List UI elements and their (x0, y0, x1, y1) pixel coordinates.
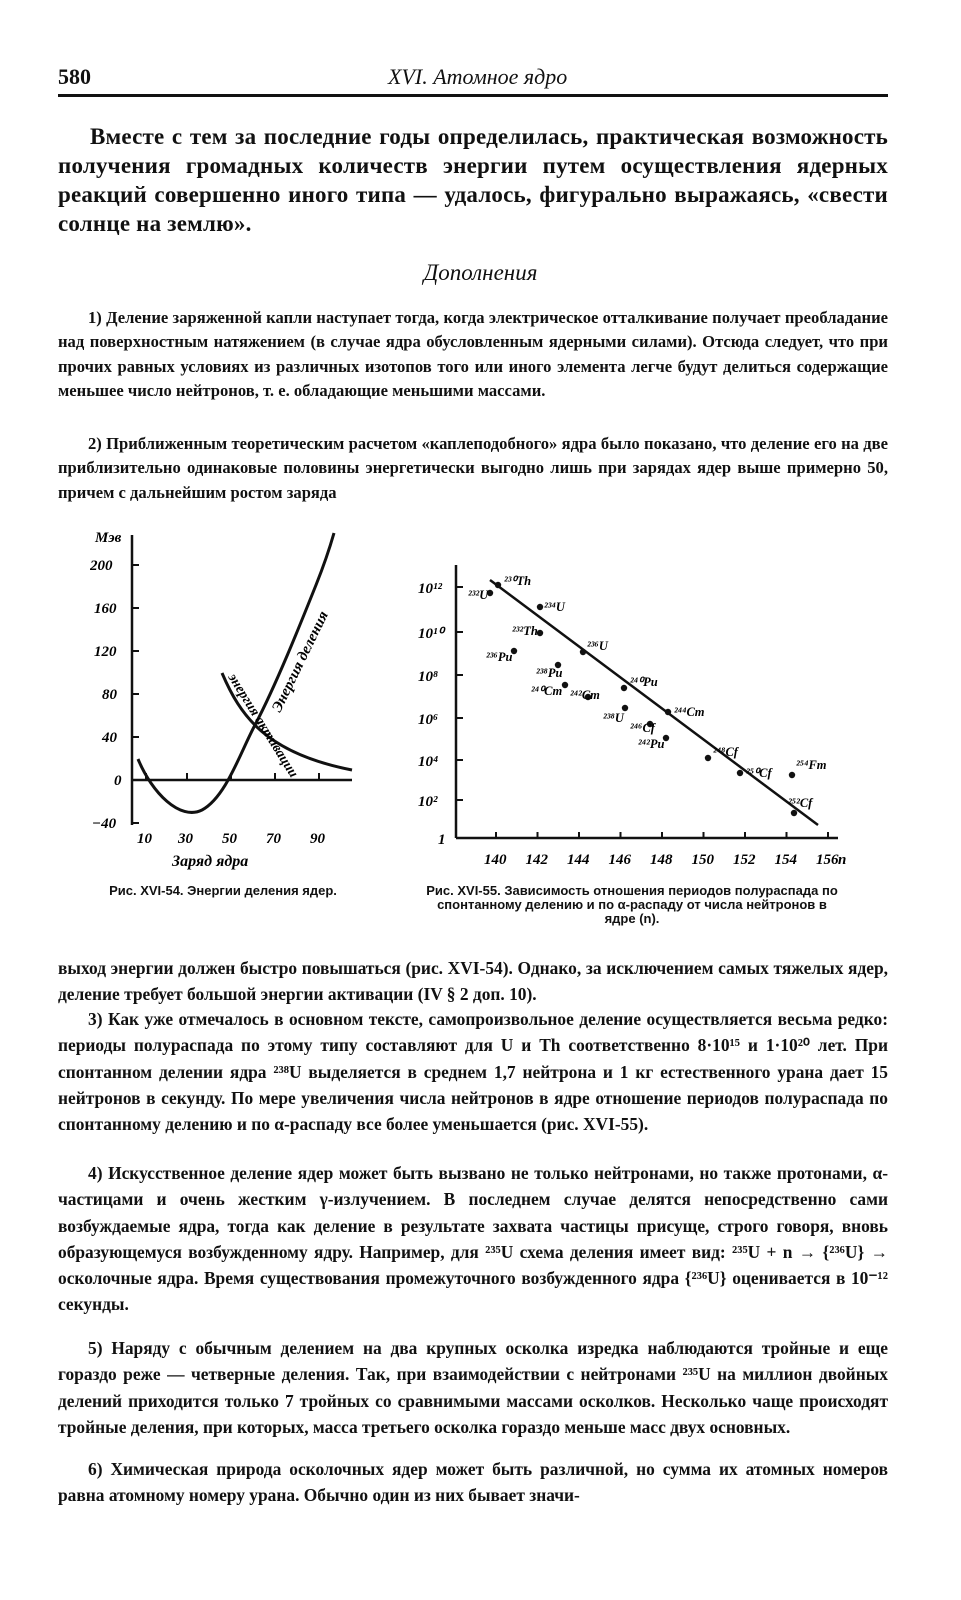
fig55-x-tick-label: 148 (650, 852, 673, 868)
fig55-data-point (495, 582, 501, 588)
fig55-y-tick-label: 10⁶ (418, 712, 439, 728)
paragraph-1: 1) Деление заряженной капли наступает тогда, когда электрическое отталкивание получает преобладание над поверхностным натяжением (в случае ядра обусловленным ядерными силами). Отсюда следует, что при прочих равных условиях из различных изотопов того или иного элемента легче будут делиться содержащие меньшее число нейтронов, т. е. обладающие меньшими массами. (58, 308, 888, 401)
fig55-y-tick-label: 10² (418, 794, 438, 810)
fig55-point-label: ²⁴⁶Cf (630, 721, 655, 735)
fig55-data-point (737, 770, 743, 776)
fig55-x-tick-label: 146 (608, 852, 631, 868)
fig54-x-tick-label: 30 (178, 831, 193, 847)
fig54-fission-curve-label: Энергия деления (269, 608, 332, 715)
fig55-trend-line (490, 580, 818, 825)
fig55-point-label: ²⁴⁴Cm (674, 705, 705, 719)
fig55-y-tick-label: 10¹⁰ (418, 626, 444, 642)
paragraph-3: 3) Как уже отмечалось в основном тексте, самопроизвольное деление осуществляется весьма редко: периоды полураспада по этому типу составляют для U и Th соответственно 8·10¹⁵ и 1·10²⁰ лет. При спонтанном делении ядра ²³⁸U выделяется в среднем 1,7 нейтрона и 1 кг естественного урана дает 15 нейтронов в секунду. По мере увеличения числа нейтронов в ядре отношение периодов полураспада по спонтанному делению и по α-распаду все более уменьшается (рис. XVI-55). (58, 1009, 888, 1135)
fig55-point-label: ²⁵⁴Fm (796, 758, 827, 772)
fig54-y-tick-label: 160 (94, 601, 117, 617)
paragraph-6: 6) Химическая природа осколочных ядер может быть различной, но сумма их атомных номеров равна атомному номеру урана. Обычно один из них бывает значи- (58, 1459, 888, 1506)
fig54-y-tick-label: 200 (90, 558, 113, 574)
fig55-point-label: ²⁵⁰Cf (746, 766, 772, 780)
figure-54-chart (90, 525, 380, 880)
fig55-y-tick-labels (418, 581, 446, 848)
section-title: Дополнения (423, 260, 538, 285)
fig55-data-point (705, 755, 711, 761)
paragraph-4: 4) Искусственное деление ядер может быть вызвано не только нейтронами, но также протонами, α-частицами и очень жестким γ-излучением. В последнем случае делятся непосредственно сами возбуждаемые ядра, тогда как деление в результате захвата частицы присуще, строго говоря, вновь образующемуся возбужденному ядру. Например, для ²³⁵U схема деления имеет вид: ²³⁵U + n → {²³⁶U} → осколочные ядра. Время существования промежуточного возбужденного ядра {²³⁶U} оценивается в 10⁻¹² секунды. (58, 1163, 888, 1315)
fig54-y-tick-label: 40 (102, 730, 117, 746)
running-title: XVI. Атомное ядро (388, 64, 568, 89)
fig55-x-tick-label: 154 (774, 852, 797, 868)
fig54-y-tick-label: −40 (92, 816, 117, 832)
fig54-x-tick-label: 90 (310, 831, 325, 847)
fig54-x-tick-label: 50 (222, 831, 237, 847)
fig55-x-tick-label: 150 (691, 852, 714, 868)
fig55-point-label: ²⁴²Cm (570, 688, 600, 702)
fig54-y-tick-label: 120 (94, 644, 117, 660)
fig55-x-axis-label: n (838, 852, 847, 868)
figure-55-caption: Рис. XVI-55. Зависимость отношения периодов полураспада по спонтанному делению и по α-распаду от числа нейтронов в ядре (n). (426, 883, 838, 926)
fig54-x-tick-label: 70 (266, 831, 281, 847)
header-rule (58, 94, 888, 97)
fig55-point-label: ²⁵²Cf (788, 796, 813, 810)
fig55-data-point (537, 604, 543, 610)
fig55-x-tick-label: 140 (484, 852, 507, 868)
fig55-point-label: ²³⁴U (544, 600, 565, 614)
fig54-y-unit: Мэв (95, 530, 122, 546)
fig55-x-tick-label: 152 (733, 852, 756, 868)
fig54-x-axis-label: Заряд ядра (172, 853, 249, 870)
fig55-y-tick-label: 10¹² (418, 581, 442, 597)
fig55-point-label: ²⁴²Pu (638, 737, 665, 751)
page-header (58, 60, 888, 100)
fig55-y-tick-label: 1 (438, 832, 446, 848)
fig55-point-label: ²³²U (468, 588, 489, 602)
fig55-y-tick-label: 10⁴ (418, 754, 439, 770)
fig55-point-label: ²³⁶U (587, 639, 608, 653)
fig55-data-point (580, 649, 586, 655)
fig55-y-tick-label: 10⁸ (418, 669, 439, 685)
paragraph-5: 5) Наряду с обычным делением на два крупных осколка изредка наблюдаются тройные и еще гораздо реже — четверные деления. Так, при взаимодействии с нейтронами ²³⁵U на миллион двойных делений приходится только 7 тройных со сравнимыми массами осколков. Несколько чаще происходят тройные деления, при которых, масса третьего осколка гораздо меньше масс двух основных. (58, 1338, 888, 1437)
fig55-x-tick-label: 142 (525, 852, 548, 868)
fig55-data-point (789, 772, 795, 778)
fig55-x-tick-labels (484, 852, 839, 868)
paragraph-2-continued: выход энергии должен быстро повышаться (рис. XVI-54). Однако, за исключением самых тяжелых ядер, деление требует большой энергии активации (IV § 2 доп. 10). (58, 958, 888, 1005)
fig55-point-label: ²⁴⁸Cf (713, 745, 738, 759)
fig55-x-tick-label: 144 (567, 852, 590, 868)
fig55-data-point (621, 685, 627, 691)
fig55-point-label: ²³⁸Pu (536, 666, 563, 680)
intro-paragraph: Вместе с тем за последние годы определилась, практическая возможность получения громадных количеств энергии путем осуществления ядерных реакций совершенно иного типа — удалось, фигурально выражаясь, «свести солнце на землю». (58, 124, 888, 236)
fig55-point-label: ²³⁸U (603, 711, 624, 725)
fig55-data-point (791, 810, 797, 816)
fig55-point-label: ²⁴⁰Pu (630, 675, 658, 689)
fig55-point-label: ²³⁰Th (504, 574, 532, 588)
fig55-data-point (665, 709, 671, 715)
fig54-y-tick-label: 80 (102, 687, 117, 703)
fig55-data-point (562, 682, 568, 688)
paragraph-2: 2) Приближенным теоретическим расчетом «каплеподобного» ядра было показано, что деление его на две приблизительно одинаковые половины энергетически выгодно лишь при зарядах ядер выше примерно 50, причем с дальнейшим ростом заряда (58, 434, 888, 502)
fig55-data-points (468, 574, 827, 816)
fig55-point-label: ²³⁶Pu (486, 650, 513, 664)
page-number: 580 (58, 64, 91, 89)
fig54-y-tick-label: 0 (114, 773, 122, 789)
figure-54-caption: Рис. XVI-54. Энергии деления ядер. (109, 883, 337, 898)
fig55-point-label: ²³²Th (512, 624, 538, 638)
fig54-activation-curve-label: энергия активации (224, 671, 301, 781)
figure-55-chart (418, 555, 858, 870)
fig54-x-tick-label: 10 (137, 831, 152, 847)
fig55-x-tick-label: 156 (816, 852, 839, 868)
fig55-point-label: ²⁴⁰Cm (531, 684, 563, 698)
